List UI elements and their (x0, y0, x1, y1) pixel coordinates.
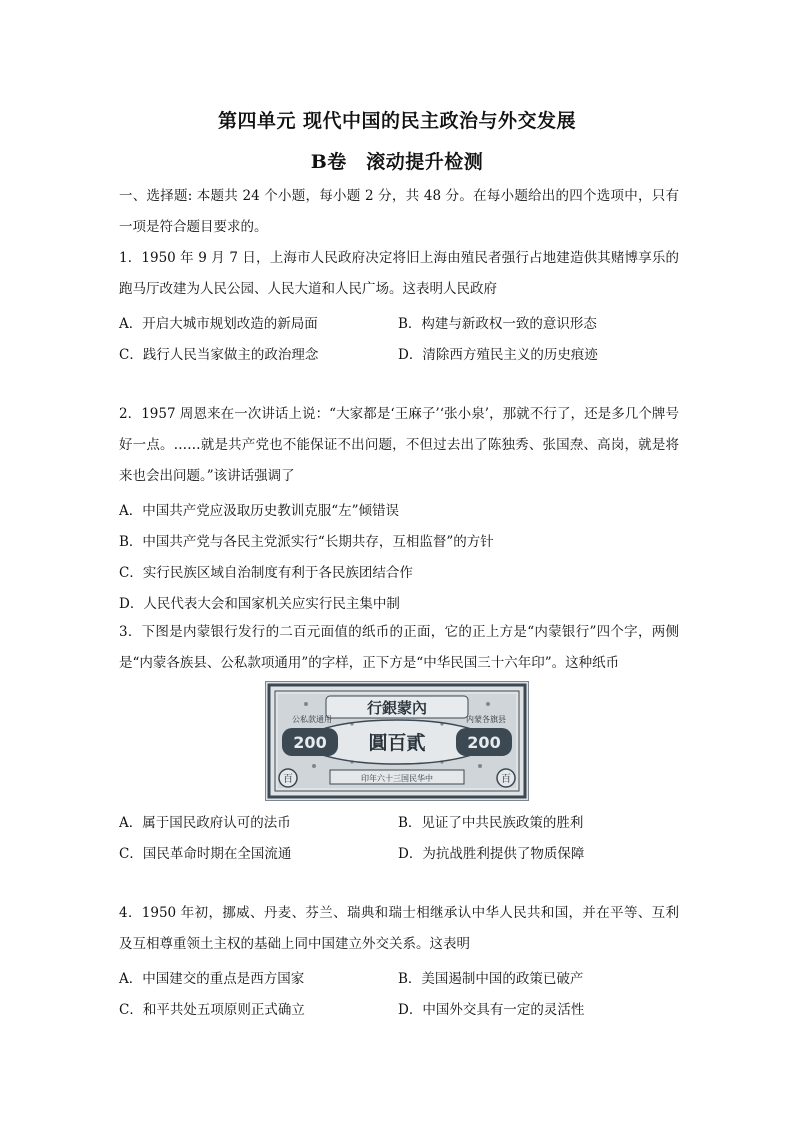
banknote-denomination: 圓百貳 (368, 732, 426, 754)
question-4-option-d[interactable]: D．中国外交具有一定的灵活性 (398, 1002, 585, 1018)
banknote-corner-right: 百 (501, 774, 511, 785)
banknote-image (265, 681, 529, 801)
banknote-right-inscription: 内蒙各旗县 (466, 715, 506, 724)
question-4-option-c[interactable]: C．和平共处五项原则正式确立 (119, 1002, 305, 1018)
question-3-option-a[interactable]: A．属于国民政府认可的法币 (119, 815, 291, 831)
question-3-option-b[interactable]: B．见证了中共民族政策的胜利 (398, 815, 584, 831)
question-3-option-c[interactable]: C．国民革命时期在全国流通 (119, 846, 292, 862)
question-2-option-d[interactable]: D．人民代表大会和国家机关应实行民主集中制 (119, 596, 400, 612)
question-2-stem: 2．1957 周恩来在一次讲话上说：“大家都是‘王麻子’‘张小泉’，那就不行了，还是多几个牌号好一点。……就是共产党也不能保证不出问题，不但过去出了陈独秀、张国焘、高岗，就是将来也会出问题。”该讲话强调了 (119, 406, 679, 484)
banknote-value-left: 200 (293, 733, 327, 752)
paper-subtitle: B卷 滚动提升检测 (310, 151, 484, 173)
unit-title: 第四单元 现代中国的民主政治与外交发展 (217, 110, 577, 132)
question-4-option-a[interactable]: A．中国建交的重点是西方国家 (119, 971, 305, 987)
banknote-left-inscription: 公私款通用 (292, 715, 332, 724)
section-instructions: 一、选择题: 本题共 24 个小题，每小题 2 分，共 48 分。在每小题给出的四个选项中，只有一项是符合题目要求的。 (119, 188, 679, 235)
question-2-option-b[interactable]: B．中国共产党与各民主党派实行“长期共存，互相监督”的方针 (119, 534, 494, 550)
banknote-bank-name: 行銀蒙內 (366, 699, 428, 717)
question-1-option-c[interactable]: C．践行人民当家做主的政治理念 (119, 347, 319, 363)
banknote-corner-left: 百 (283, 774, 293, 785)
banknote-bottom-inscription: 印年六十三国民华中 (361, 774, 433, 783)
banknote-illustration (266, 682, 528, 800)
banknote-value-right: 200 (467, 733, 501, 752)
question-1-option-b[interactable]: B．构建与新政权一致的意识形态 (398, 316, 597, 332)
question-1-option-d[interactable]: D．清除西方殖民主义的历史痕迹 (398, 347, 598, 363)
question-1-stem: 1．1950 年 9 月 7 日，上海市人民政府决定将旧上海由殖民者强行占地建造供其赌博享乐的跑马厅改建为人民公园、人民大道和人民广场。这表明人民政府 (119, 250, 679, 297)
question-3-stem: 3．下图是内蒙银行发行的二百元面值的纸币的正面，它的正上方是“内蒙银行”四个字，两侧是“内蒙各族县、公私款项通用”的字样，正下方是“中华民国三十六年印”。这种纸币 (119, 624, 679, 671)
question-4-option-b[interactable]: B．美国遏制中国的政策已破产 (398, 971, 584, 987)
question-1-option-a[interactable]: A．开启大城市规划改造的新局面 (119, 316, 318, 332)
question-3-option-d[interactable]: D．为抗战胜利提供了物质保障 (398, 846, 585, 862)
question-2-option-c[interactable]: C．实行民族区域自治制度有利于各民族团结合作 (119, 565, 413, 581)
question-4-stem: 4．1950 年初，挪威、丹麦、芬兰、瑞典和瑞士相继承认中华人民共和国，并在平等、互利及互相尊重领土主权的基础上同中国建立外交关系。这表明 (119, 905, 679, 952)
question-2-option-a[interactable]: A．中国共产党应汲取历史教训克服“左”倾错误 (119, 503, 400, 519)
